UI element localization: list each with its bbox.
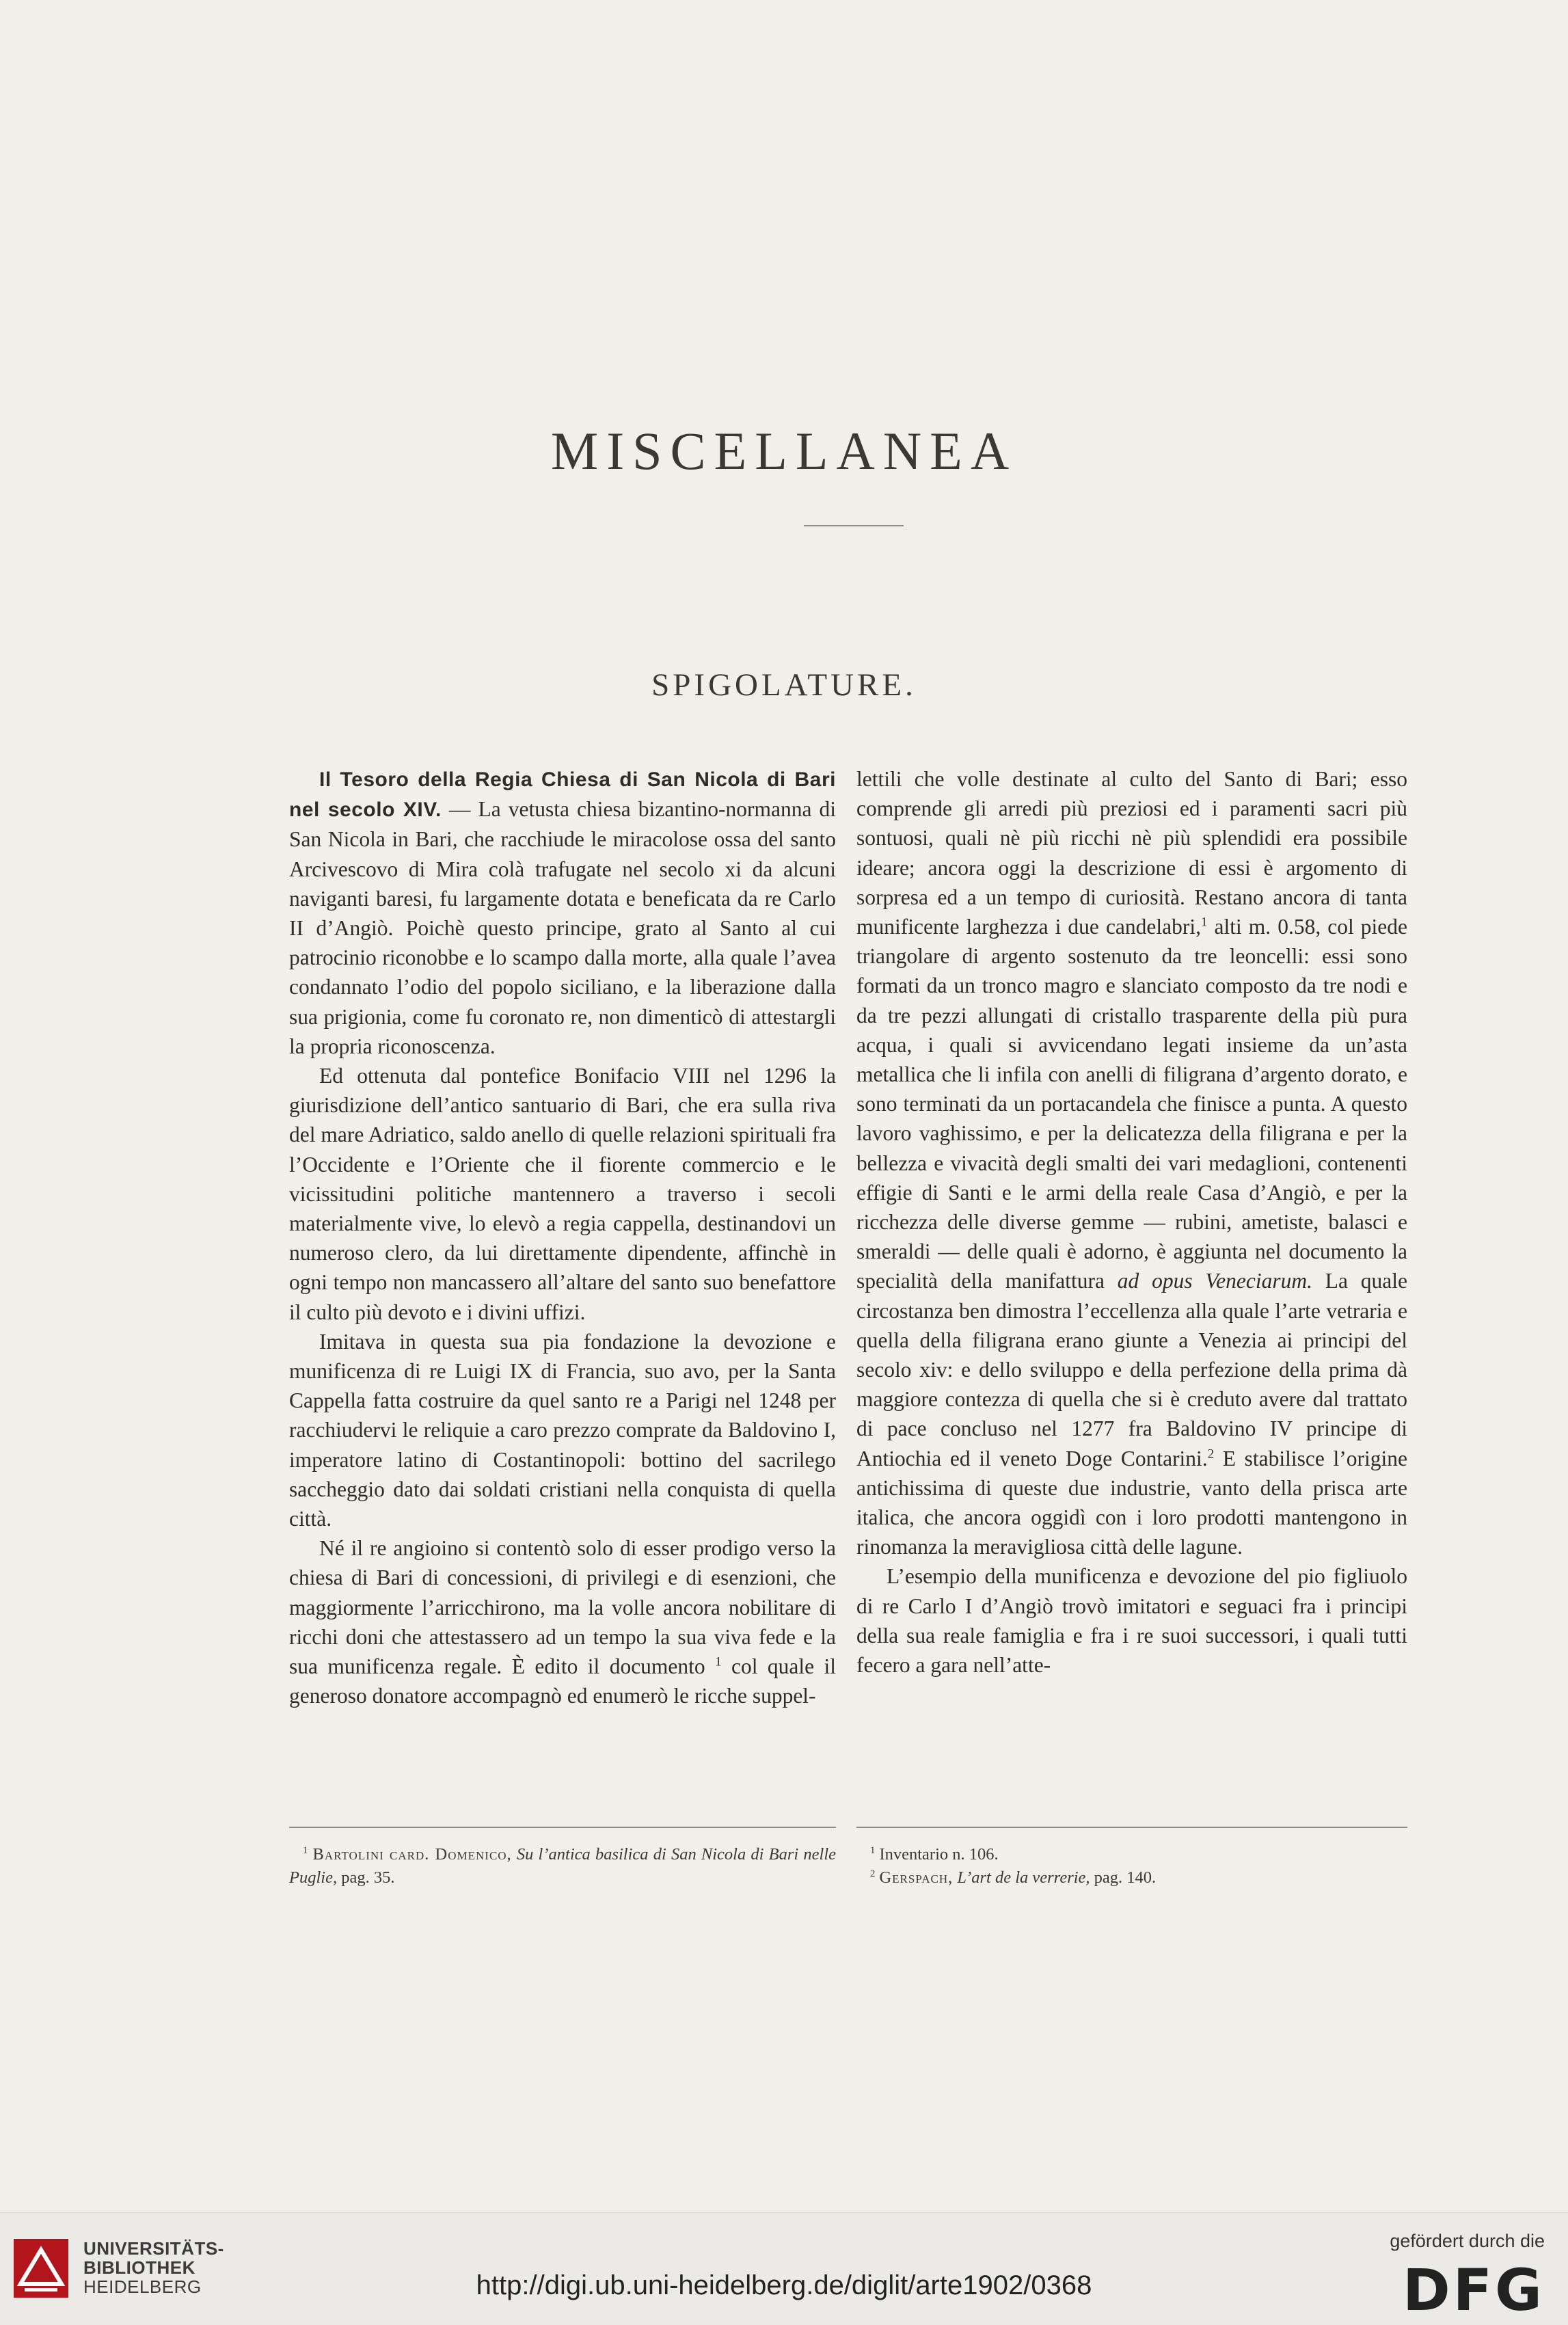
footnote	[856, 1866, 1403, 1890]
italic-phrase: ad opus Veneciarum.	[1117, 1269, 1312, 1293]
footnote-divider-left	[289, 1827, 836, 1828]
footnote-title: L’art de la verrerie,	[957, 1868, 1090, 1887]
paragraph-text: col quale il generoso donatore accompagnò ed enumerò le ricche suppel-	[289, 1654, 837, 1708]
paragraph-text: alti m. 0.58, col piede triangolare di argento sostenuto da tre leoncelli: essi sono formati da un tronco magro e slanciato composto da tre nodi e da tre pezzi allungati di cristallo trasparente della più pura acqua, i quali si avvicendano legati insieme da un’asta metallica che li infila con anelli di filigrana d’argento dorato, e sono terminati da un portacandela che finisce a punta. A questo lavoro vaghissimo, e per la delicatezza della filigrana e per la bellezza e vivacità degli smalti dei vari medaglioni, contenenti effigie di Santi e le armi della reale Casa d’Angiò, e per la ricchezza delle diverse gemme — rubini, ametiste, balasci e smeraldi — delle quali è adorno, è aggiunta nel documento la specialità della manifattura	[856, 915, 1408, 1293]
footnote-ref: 1	[715, 1654, 722, 1669]
footnote-page: pag. 35.	[341, 1868, 395, 1887]
footnote	[289, 1843, 836, 1890]
paragraph-text: La quale circostanza ben dimostra l’eccellenza alla quale l’arte vetraria e quella della filigrana erano giunte a Venezia ai principi del secolo xiv: e dello sviluppo e della perfezione della prima dà maggiore contezza di quella che si è creduto avere dal trattato di pace concluso nel 1277 fra Baldovino IV principe di Antiochia ed il veneto Doge Contarini.	[856, 1269, 1408, 1470]
article-paragraph-6: L’esempio della munificenza e devozione del pio figliuolo di re Carlo I d’Angiò trovò imitatori e seguaci fra i principi della sua reale famiglia e fra i re suoi successori, i quali tutti fecero a gara nell’atte-	[856, 1564, 1407, 1678]
footnote-page: pag. 140.	[1094, 1868, 1157, 1887]
left-column	[289, 764, 836, 1711]
article-paragraph-4	[289, 1533, 836, 1710]
page-title: MISCELLANEA	[550, 421, 1018, 481]
footnote	[856, 1843, 1403, 1866]
paragraph-text: lettili che volle destinate al culto del Santo di Bari; esso comprende gli arredi più preziosi ed i paramenti sacri più sontuosi, quali nè più ricchi nè più splendidi era possibile ideare; ancora oggi la descrizione di essi è argomento di sorpresa ed a un tempo di curiosità. Restano ancora di tanta munificente larghezza i due candelabri,	[856, 767, 1407, 939]
section-subtitle: SPIGOLATURE.	[651, 667, 917, 703]
article-paragraph-3: Imitava in questa sua pia fondazione la devozione e munificenza di re Luigi IX di Francia, suo avo, per la Santa Cappella fatta costruire da quel santo re a Parigi nel 1248 per racchiudervi le reliquie a caro prezzo comprate da Baldovino I, imperatore latino di Costantinopoli: bottino del sacrilego saccheggio dato dai soldati cristiani nella conquista di quella città.	[289, 1329, 836, 1531]
article-paragraph-1: Il Tesoro della Regia Chiesa di San Nicola di Bari nel secolo XIV. — La vetusta chiesa bizantino-normanna di San Nicola in Bari, che racchiude le miracolose ossa del santo Arcivescovo di Mira colà trafugate nel secolo xi da alcuni naviganti baresi, fu largamente dotata e beneficata da re Carlo II d’Angiò. Poichè questo principe, grato al Santo al cui patrocinio riconobbe e lo scampo dalla morte, alla quale l’avea condannato l’odio del popolo siciliano, e la liberazione dalla sua prigionia, come fu coronato re, non dimenticò di attestargli la propria riconoscenza.	[289, 768, 836, 1058]
dfg-logo-icon[interactable]: DFG	[1402, 2257, 1545, 2324]
viewer-footer	[0, 2212, 1568, 2325]
permalink-url[interactable]: http://digi.ub.uni-heidelberg.de/diglit/arte1902/0368	[476, 2270, 1092, 2300]
library-name-line: BIBLIOTHEK	[83, 2257, 195, 2278]
funder-caption: gefördert durch die	[1390, 2231, 1545, 2251]
footnote-mark: 2	[870, 1868, 876, 1879]
paragraph-text: Né il re angioino si contentò solo di esser prodigo verso la chiesa di Bari di concessioni, di privilegi e di esenzioni, che maggiormente l’arricchirono, ma la volle ancora nobilitare di ricchi doni che attestassero ad un tempo la sua viva fede e la sua munificenza regale. È edito il documento	[289, 1536, 836, 1679]
footnote-author: Bartolini card. Domenico,	[312, 1845, 512, 1864]
footnote-ref: 2	[1207, 1447, 1215, 1462]
footnote-author: Gerspach,	[879, 1868, 954, 1887]
footnote-ref: 1	[1201, 915, 1208, 930]
title-divider	[804, 525, 904, 526]
footnote-mark: 1	[870, 1844, 876, 1856]
footnote-mark: 1	[303, 1844, 308, 1856]
footnotes-left	[289, 1843, 836, 1890]
footnotes-right	[856, 1843, 1403, 1890]
footnote-text: Inventario n. 106.	[879, 1845, 999, 1864]
footnote-divider-right	[856, 1827, 1407, 1828]
article-paragraph-5	[856, 764, 1407, 1561]
paragraph-text: La vetusta chiesa bizantino-normanna di San Nicola in Bari, che racchiude le miracolose ossa del santo Arcivescovo di Mira colà trafugate nel secolo xi da alcuni naviganti baresi, fu largamente dotata e beneficata da re Carlo II d’Angiò. Poichè questo principe, grato al Santo al cui patrocinio riconobbe e lo scampo dalla morte, alla quale l’avea condannato l’odio del popolo siciliano, e la liberazione dalla sua prigionia, come fu coronato re, non dimenticò di attestargli la propria riconoscenza.	[289, 797, 836, 1058]
footnote-title: Su l’antica basilica di San Nicola di Bari nelle Puglie,	[289, 1845, 836, 1887]
library-name-line: UNIVERSITÄTS-	[83, 2238, 224, 2259]
article-paragraph-2: Ed ottenuta dal pontefice Bonifacio VIII nel 1296 la giurisdizione dell’antico santuario di Bari, che era sulla riva del mare Adriatico, saldo anello di quelle relazioni spirituali fra l’Occidente e l’Oriente che il fiorente commercio e le vicissitudini politiche mantennero a traverso i secoli materialmente vive, lo elevò a regia cappella, destinandovi un numeroso clero, da lui direttamente dipendente, affinchè in ogni tempo non mancassero all’altare del santo suo benefattore il culto più devoto e i divini uffizi.	[289, 1064, 836, 1324]
library-name-line: HEIDELBERG	[83, 2276, 202, 2297]
article-heading: Il Tesoro della Regia Chiesa di San Nicola di Bari nel secolo XIV.	[289, 768, 836, 822]
paragraph-text: E stabilisce l’origine antichissima di queste due industrie, vanto della prisca arte italica, che ancora oggidì con i loro prodotti mantengono in rinomanza la meravigliosa città delle lagune.	[856, 1446, 1407, 1559]
right-column	[856, 764, 1407, 1680]
